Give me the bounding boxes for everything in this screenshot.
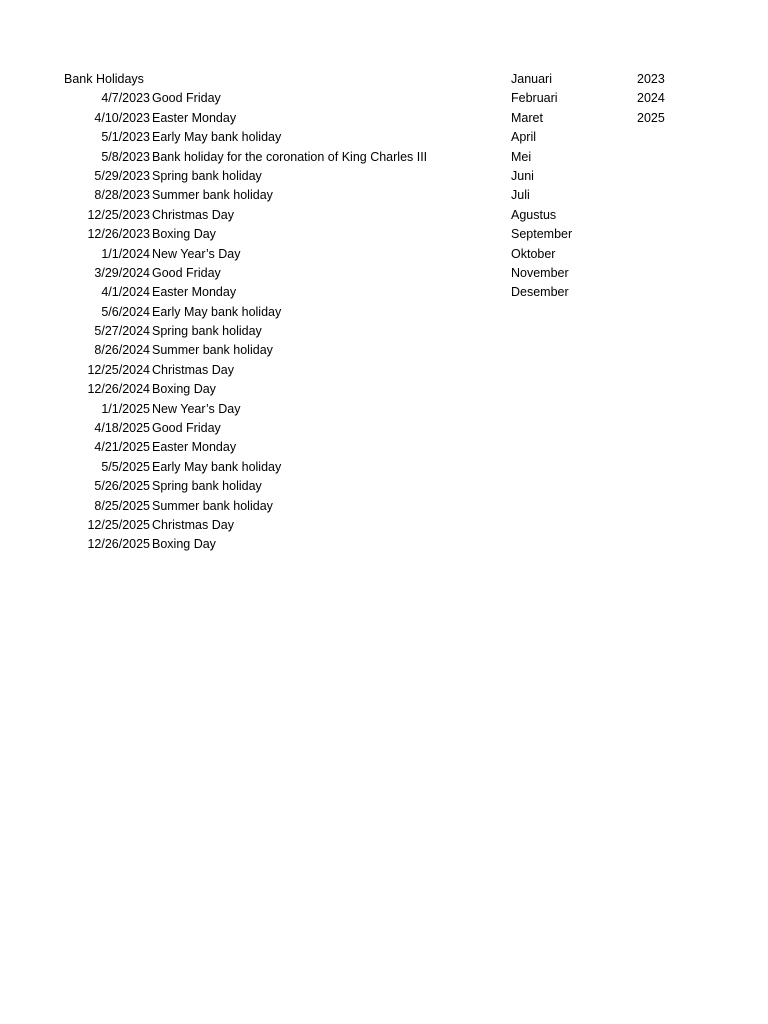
- month-item: Agustus: [511, 207, 557, 222]
- holiday-name: Summer bank holiday: [152, 498, 273, 513]
- holiday-name: Christmas Day: [152, 207, 234, 222]
- holiday-date: 4/10/2023: [94, 110, 150, 125]
- holiday-name: Boxing Day: [152, 537, 216, 552]
- month-item: Mei: [511, 149, 532, 164]
- holiday-date: 12/26/2024: [87, 382, 150, 397]
- holiday-name: New Year’s Day: [152, 246, 241, 261]
- month-list: [511, 70, 572, 303]
- holiday-list: [0, 89, 427, 554]
- holiday-name: Summer bank holiday: [152, 188, 273, 203]
- holiday-row: [0, 283, 427, 302]
- holiday-row: [0, 419, 427, 438]
- holiday-date: 5/29/2023: [94, 168, 150, 183]
- holiday-row: [0, 400, 427, 419]
- month-item: Juni: [511, 168, 534, 183]
- month-item: April: [511, 130, 537, 145]
- holiday-row: [0, 148, 427, 167]
- holiday-row: [0, 167, 427, 186]
- holiday-date: 5/8/2023: [101, 149, 150, 164]
- holiday-date: 3/29/2024: [94, 265, 150, 280]
- holiday-date: 8/26/2024: [94, 343, 150, 358]
- holiday-date: 5/1/2023: [101, 130, 150, 145]
- sheet-title: Bank Holidays: [64, 72, 144, 86]
- holiday-date: 8/28/2023: [94, 188, 150, 203]
- holiday-date: 4/7/2023: [101, 91, 150, 106]
- holiday-date: 4/18/2025: [94, 421, 150, 436]
- holiday-name: Easter Monday: [152, 110, 237, 125]
- holiday-name: Early May bank holiday: [152, 130, 282, 145]
- holiday-row: [0, 89, 427, 108]
- holiday-date: 12/25/2024: [87, 362, 150, 377]
- holiday-name: Summer bank holiday: [152, 343, 273, 358]
- holiday-name: Good Friday: [152, 265, 221, 280]
- holiday-name: Easter Monday: [152, 440, 237, 455]
- holiday-row: [0, 245, 427, 264]
- month-item: Desember: [511, 285, 569, 300]
- holiday-row: [0, 128, 427, 147]
- holiday-name: Christmas Day: [152, 517, 234, 532]
- holiday-row: [0, 380, 427, 399]
- year-item: 2024: [637, 91, 665, 106]
- holiday-date: 4/21/2025: [94, 440, 150, 455]
- holiday-name: Christmas Day: [152, 362, 234, 377]
- holiday-name: Good Friday: [152, 91, 221, 106]
- holiday-row: [0, 497, 427, 516]
- month-item: Januari: [511, 72, 552, 86]
- holiday-date: 1/1/2024: [101, 246, 150, 261]
- holiday-row: [0, 477, 427, 496]
- holiday-row: [0, 361, 427, 380]
- holiday-name: Boxing Day: [152, 382, 216, 397]
- holiday-row: [0, 341, 427, 360]
- month-item: September: [511, 227, 573, 242]
- holiday-date: 1/1/2025: [101, 401, 150, 416]
- holiday-name: Easter Monday: [152, 285, 237, 300]
- holiday-date: 12/26/2025: [87, 537, 150, 552]
- holiday-row: [0, 303, 427, 322]
- holiday-row: [0, 225, 427, 244]
- holiday-name: Early May bank holiday: [152, 459, 282, 474]
- month-item: Februari: [511, 91, 558, 106]
- month-item: Maret: [511, 110, 543, 125]
- holiday-date: 5/6/2024: [101, 304, 150, 319]
- holiday-name: Bank holiday for the coronation of King Charles III: [152, 149, 428, 164]
- year-list: [637, 70, 665, 128]
- holiday-row: [0, 186, 427, 205]
- year-item: 2025: [637, 110, 665, 125]
- holiday-name: Boxing Day: [152, 227, 216, 242]
- holiday-date: 12/25/2025: [87, 517, 150, 532]
- holiday-date: 5/5/2025: [101, 459, 150, 474]
- holiday-row: [0, 438, 427, 457]
- holiday-row: [0, 458, 427, 477]
- holiday-row: [0, 516, 427, 535]
- month-item: Juli: [511, 188, 530, 203]
- holiday-row: [0, 206, 427, 225]
- holiday-row: [0, 535, 427, 554]
- holiday-name: New Year’s Day: [152, 401, 241, 416]
- holiday-date: 12/26/2023: [87, 227, 150, 242]
- holiday-date: 8/25/2025: [94, 498, 150, 513]
- holiday-date: 12/25/2023: [87, 207, 150, 222]
- holiday-name: Spring bank holiday: [152, 324, 262, 339]
- holiday-date: 4/1/2024: [101, 285, 150, 300]
- holiday-row: [0, 109, 427, 128]
- holiday-date: 5/27/2024: [94, 324, 150, 339]
- holiday-row: [0, 322, 427, 341]
- holiday-name: Spring bank holiday: [152, 479, 262, 494]
- month-item: Oktober: [511, 246, 556, 261]
- holiday-name: Spring bank holiday: [152, 168, 262, 183]
- holiday-name: Good Friday: [152, 421, 221, 436]
- holiday-row: [0, 264, 427, 283]
- year-item: 2023: [637, 72, 665, 86]
- month-item: November: [511, 265, 569, 280]
- holiday-name: Early May bank holiday: [152, 304, 282, 319]
- holiday-date: 5/26/2025: [94, 479, 150, 494]
